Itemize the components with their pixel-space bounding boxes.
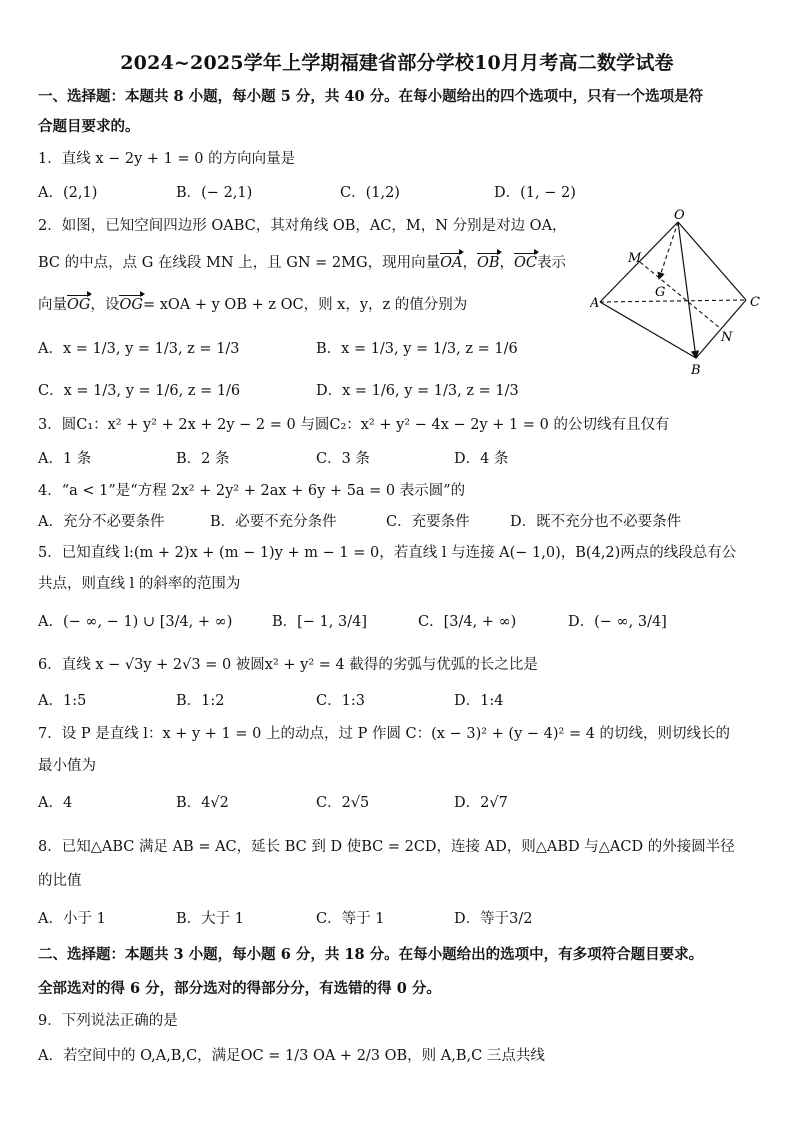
q6-stem: 6．直线 x − √3y + 2√3 = 0 被圆x² + y² = 4 截得的劣弧与优弧的长之比是 <box>38 657 538 673</box>
q1-option-d: D．(1, − 2) <box>494 185 576 201</box>
q1-option-c: C．(1,2) <box>340 185 400 201</box>
vector-og-line <box>659 222 678 279</box>
q5-option-a: A．(− ∞, − 1) ∪ [3/4, + ∞) <box>38 614 233 630</box>
q2-line2: BC 的中点，点 G 在线段 MN 上，且 GN = 2MG，现用向量OA，OB，OC表示 <box>38 252 566 274</box>
label-a: A <box>590 296 600 311</box>
q4-option-a: A．充分不必要条件 <box>38 514 165 530</box>
section2-heading-line2: 全部选对的得 6 分，部分选对的得部分分，有选错的得 0 分。 <box>38 980 441 997</box>
q4-stem: 4．“a < 1”是“方程 2x² + 2y² + 2ax + 6y + 5a = 0 表示圆”的 <box>38 483 466 499</box>
section1-heading-line1: 一、选择题：本题共 8 小题，每小题 5 分，共 40 分。在每小题给出的四个选项中，只有一个选项是符 <box>38 88 704 105</box>
q2-line3-mid: ，设 <box>90 297 120 313</box>
section1-heading-line2: 合题目要求的。 <box>38 118 140 135</box>
q3-option-c: C．3 条 <box>316 451 370 467</box>
q7-option-b: B．4√2 <box>176 795 229 811</box>
q3-option-b: B．2 条 <box>176 451 230 467</box>
q5-option-c: C．[3/4, + ∞) <box>418 614 517 630</box>
q6-option-d: D．1:4 <box>454 693 504 709</box>
q4-option-c: C．充要条件 <box>386 514 470 530</box>
vector-og-eq: OG <box>119 294 142 316</box>
q1-option-a: A．(2,1) <box>38 185 98 201</box>
q6-option-c: C．1:3 <box>316 693 365 709</box>
vector-oc: OC <box>514 252 537 274</box>
q1-stem: 1．直线 x − 2y + 1 = 0 的方向向量是 <box>38 151 296 167</box>
q1-option-b: B．(− 2,1) <box>176 185 253 201</box>
q3-option-d: D．4 条 <box>454 451 509 467</box>
q5-line1: 5．已知直线 l:(m + 2)x + (m − 1)y + m − 1 = 0，若直线 l 与连接 A(− 1,0)，B(4,2)两点的线段总有公 <box>38 545 737 561</box>
q6-option-b: B．1:2 <box>176 693 225 709</box>
exam-title: 2024~2025学年上学期福建省部分学校10月月考高二数学试卷 <box>120 52 674 74</box>
tetrahedron-figure <box>590 208 770 378</box>
q8-option-d: D．等于3/2 <box>454 911 533 927</box>
label-c: C <box>750 295 760 310</box>
label-g: G <box>655 285 666 300</box>
q6-option-a: A．1:5 <box>38 693 87 709</box>
q2-option-a: A．x = 1/3, y = 1/3, z = 1/3 <box>38 341 240 357</box>
q2-line1: 2．如图，已知空间四边形 OABC，其对角线 OB，AC，M，N 分别是对边 OA， <box>38 218 567 234</box>
vector-oa: OA <box>440 252 462 274</box>
q7-option-d: D．2√7 <box>454 795 508 811</box>
label-n: N <box>721 330 733 345</box>
q5-option-d: D．(− ∞, 3/4] <box>568 614 667 630</box>
segment-mn <box>640 262 721 329</box>
edge-ab <box>600 302 696 358</box>
q3-stem: 3．圆C₁：x² + y² + 2x + 2y − 2 = 0 与圆C₂：x² + y² − 4x − 2y + 1 = 0 的公切线有且仅有 <box>38 417 670 433</box>
q7-line1: 7．设 P 是直线 l：x + y + 1 = 0 上的动点，过 P 作圆 C：(x − 3)² + (y − 4)² = 4 的切线，则切线长的 <box>38 726 731 742</box>
q8-option-b: B．大于 1 <box>176 911 244 927</box>
q8-option-c: C．等于 1 <box>316 911 385 927</box>
q3-option-a: A．1 条 <box>38 451 92 467</box>
edge-oc <box>678 222 746 300</box>
vector-og: OG <box>67 294 90 316</box>
label-b: B <box>691 363 701 378</box>
q7-option-c: C．2√5 <box>316 795 370 811</box>
q8-option-a: A．小于 1 <box>38 911 106 927</box>
q9-stem: 9．下列说法正确的是 <box>38 1013 178 1029</box>
q5-line2: 共点，则直线 l 的斜率的范围为 <box>38 576 241 592</box>
q2-line3-suffix: ，则 x，y，z 的值分别为 <box>303 297 468 313</box>
q2-line3 <box>38 294 467 316</box>
vector-ob: OB <box>477 252 500 274</box>
q2-option-d: D．x = 1/6, y = 1/3, z = 1/3 <box>316 383 519 399</box>
label-m: M <box>628 251 642 266</box>
label-o: O <box>674 208 685 223</box>
q2-line3-prefix: 向量 <box>38 297 67 313</box>
q8-line1: 8．已知△ABC 满足 AB = AC，延长 BC 到 D 使BC = 2CD，连接 AD，则△ABD 与△ACD 的外接圆半径 <box>38 839 735 855</box>
q2-line2-text: BC 的中点，点 G 在线段 MN 上，且 GN = 2MG，现用向量 <box>38 255 441 271</box>
q7-line2: 最小值为 <box>38 758 96 774</box>
q5-option-b: B．[− 1, 3/4] <box>272 614 368 630</box>
q2-option-c: C．x = 1/3, y = 1/6, z = 1/6 <box>38 383 241 399</box>
section2-heading-line1: 二、选择题：本题共 3 小题，每小题 6 分，共 18 分。在每小题给出的选项中，有多项符合题目要求。 <box>38 946 704 963</box>
q4-option-b: B．必要不充分条件 <box>210 514 337 530</box>
q2-equation-rhs: = xOA + y OB + z OC <box>142 297 304 313</box>
q4-option-d: D．既不充分也不必要条件 <box>510 514 682 530</box>
q8-line2: 的比值 <box>38 873 82 889</box>
q9-option-a: A．若空间中的 O,A,B,C，满足OC = 1/3 OA + 2/3 OB，则 A,B,C 三点共线 <box>38 1048 545 1064</box>
edge-ac <box>600 300 746 302</box>
edge-ob <box>678 222 696 358</box>
q2-option-b: B．x = 1/3, y = 1/3, z = 1/6 <box>316 341 518 357</box>
q2-represent: 表示 <box>536 255 566 271</box>
q7-option-a: A．4 <box>38 795 73 811</box>
